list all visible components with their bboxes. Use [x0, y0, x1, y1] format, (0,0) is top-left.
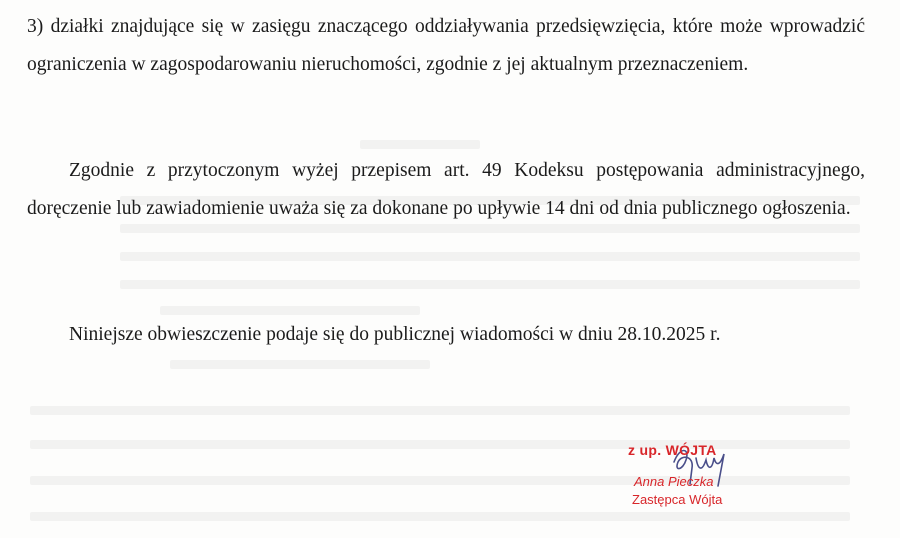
stamp-authority-line: z up. WÓJTA — [628, 442, 717, 458]
stamp-signer-name: Anna Pieczka — [634, 474, 714, 489]
paragraph-item-3: 3) działki znajdujące się w zasięgu znaczącego oddziaływania przedsięwzięcia, które może wprowadzić ograniczenia w zagospodarowaniu nieruchomości, zgodnie z jej aktualnym przeznaczeniem. — [27, 16, 865, 75]
paragraph-delivery-notice: Zgodnie z przytoczonym wyżej przepisem art. 49 Kodeksu postępowania administracyjnego, doręczenie lub zawiadomienie uważa się za dokonane po upływie 14 dni od dnia publicznego ogłoszenia. — [27, 160, 865, 219]
stamp-signer-role: Zastępca Wójta — [632, 492, 723, 507]
paragraph-publication-date: Niniejsze obwieszczenie podaje się do publicznej wiadomości w dniu 28.10.2025 r. — [69, 324, 721, 345]
